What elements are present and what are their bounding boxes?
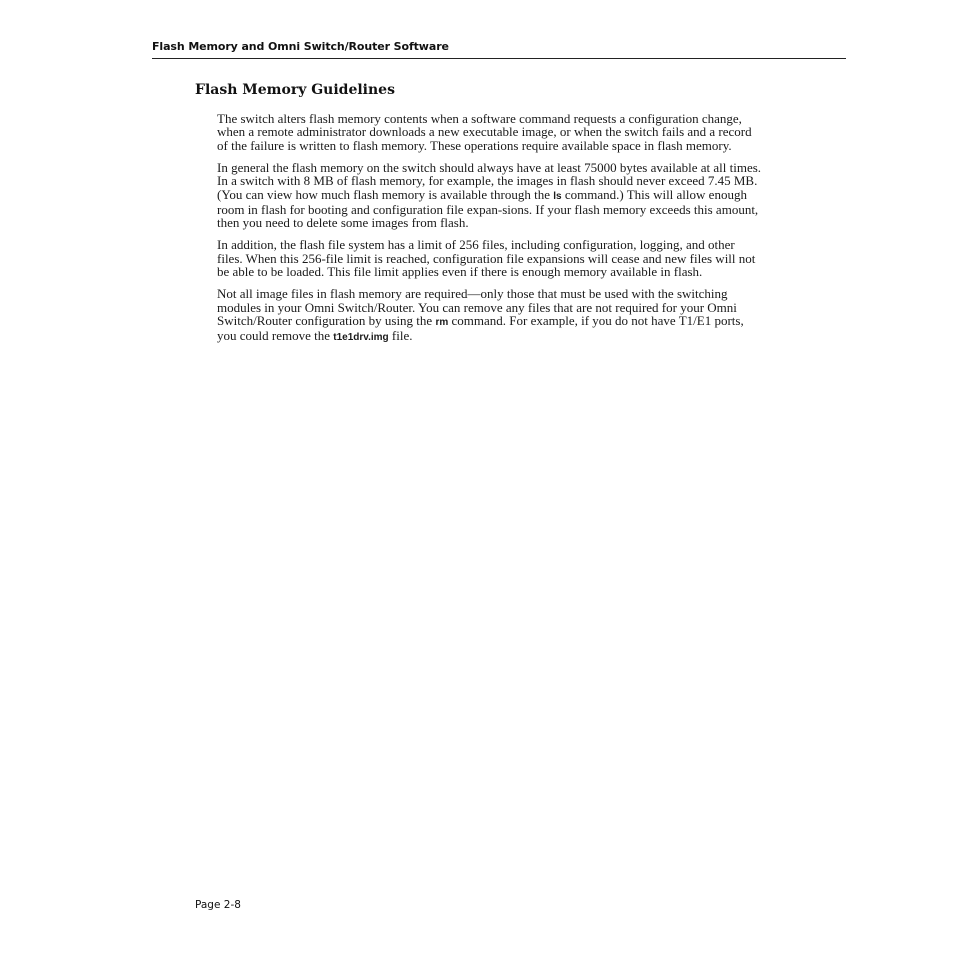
paragraph-text: command.) This will allow enough room in flash for booting and configuration file expan-sions. If your flash memory exceeds this amount, then you need to delete some images from flash. bbox=[217, 186, 759, 231]
rm-command: rm bbox=[435, 317, 449, 329]
paragraph-flash-usage: The switch alters flash memory contents when a software command requests a configuration change, when a remote administrator downloads a new executable image, or when the switch fails and a record of the failure is written to flash memory. These operations require available space in flash memory. bbox=[217, 111, 752, 153]
paragraph-text: file. bbox=[388, 328, 413, 344]
body-text bbox=[217, 112, 762, 353]
paragraph-text: In general the flash memory on the switch should always have at least 75000 bytes available at all times. In a switch with 8 MB of flash memory, for example, the images in flash should never exceed 7.45 MB. (You can view how much flash memory is available through the bbox=[217, 159, 762, 202]
paragraph-text: command. For example, if you do not have T1/E1 ports, you could remove the bbox=[217, 313, 744, 344]
running-header: Flash Memory and Omni Switch/Router Software bbox=[152, 40, 449, 53]
image-filename: t1e1drv.img bbox=[333, 332, 389, 344]
paragraph-flash-available bbox=[217, 161, 762, 230]
paragraph-file-limit: In addition, the flash file system has a limit of 256 files, including configuration, logging, and other files. When this 256-file limit is reached, configuration file expansions will cease and new files will not be able to be loaded. This file limit applies even if there is enough memory available in flash. bbox=[217, 237, 756, 280]
paragraph-text: Not all image files in flash memory are required—only those that must be used with the switching modules in your Omni Switch/Router. You can remove any files that are not required for your Omni Switch/Router configuration by using the bbox=[217, 286, 737, 329]
header-rule bbox=[152, 58, 846, 59]
ls-command: ls bbox=[553, 190, 562, 202]
section-title: Flash Memory Guidelines bbox=[195, 82, 395, 98]
page-number: Page 2-8 bbox=[195, 899, 241, 911]
paragraph-remove-files bbox=[217, 287, 762, 345]
